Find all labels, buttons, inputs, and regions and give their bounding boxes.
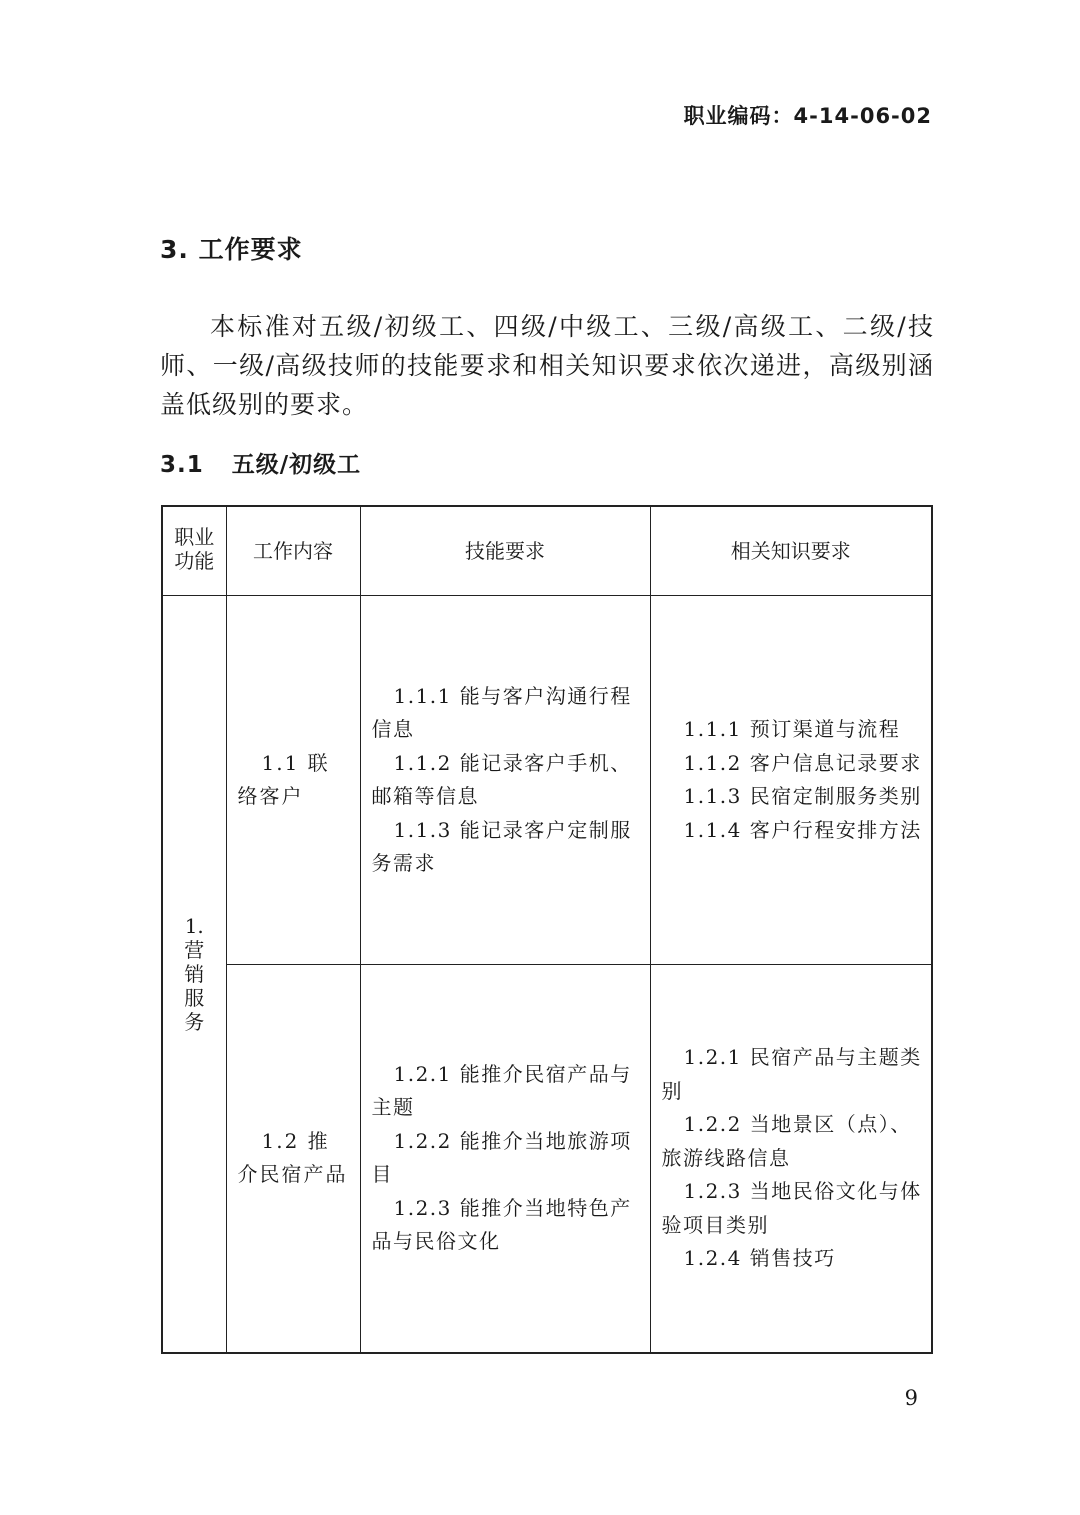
skill-item: 1.2.2 能推介当地旅游项目 <box>371 1128 632 1187</box>
skill-item: 1.1.3 能记录客户定制服务需求 <box>371 817 632 875</box>
knowledge-item: 1.2.3 当地民俗文化与体验项目类别 <box>661 1179 922 1237</box>
content-cell <box>226 596 360 965</box>
page-number: 9 <box>904 1386 918 1410</box>
knowledge-cell <box>650 965 932 1353</box>
header-function: 职业功能 <box>162 506 226 596</box>
requirements-table <box>161 505 933 1354</box>
subsection-number: 3.1 <box>160 452 204 478</box>
skill-item: 1.2.3 能推介当地特色产品与民俗文化 <box>371 1195 632 1254</box>
header-knowledge: 相关知识要求 <box>650 506 932 596</box>
header-skills: 技能要求 <box>360 506 650 596</box>
skills-cell <box>360 965 650 1353</box>
section-title: 3. 工作要求 <box>160 235 303 264</box>
content-text: 1.1 联络客户 <box>237 751 330 808</box>
knowledge-item: 1.1.1 预订渠道与流程 <box>683 717 901 741</box>
knowledge-item: 1.1.2 客户信息记录要求 <box>683 750 922 775</box>
subsection-title <box>160 446 361 479</box>
content-cell <box>226 965 360 1353</box>
knowledge-item: 1.2.4 销售技巧 <box>683 1246 836 1270</box>
skill-item: 1.1.2 能记录客户手机、邮箱等信息 <box>371 750 632 808</box>
knowledge-cell <box>650 596 932 965</box>
knowledge-item: 1.2.1 民宿产品与主题类别 <box>661 1045 922 1103</box>
knowledge-item: 1.2.2 当地景区（点）、旅游线路信息 <box>661 1112 912 1170</box>
subsection-label: 五级/初级工 <box>231 452 362 478</box>
skill-item: 1.1.1 能与客户沟通行程信息 <box>371 683 632 741</box>
skill-item: 1.2.1 能推介民宿产品与主题 <box>371 1061 632 1120</box>
table-row <box>162 965 932 1353</box>
header-content: 工作内容 <box>226 506 360 596</box>
knowledge-item: 1.1.4 客户行程安排方法 <box>683 817 922 842</box>
table-header-row <box>162 506 932 596</box>
intro-paragraph: 本标准对五级/初级工、四级/中级工、三级/高级工、二级/技师、一级/高级技师的技能要求和相关知识要求依次递进，高级别涵盖低级别的要求。 <box>160 312 934 419</box>
function-label: 1. 营销服务 <box>184 913 205 1034</box>
function-cell <box>162 596 226 1353</box>
knowledge-item: 1.1.3 民宿定制服务类别 <box>683 784 922 808</box>
occupation-code: 职业编码：4-14-06-02 <box>683 104 932 128</box>
content-text: 1.2 推介民宿产品 <box>237 1129 348 1187</box>
skills-cell <box>360 596 650 965</box>
table-row <box>162 596 932 965</box>
